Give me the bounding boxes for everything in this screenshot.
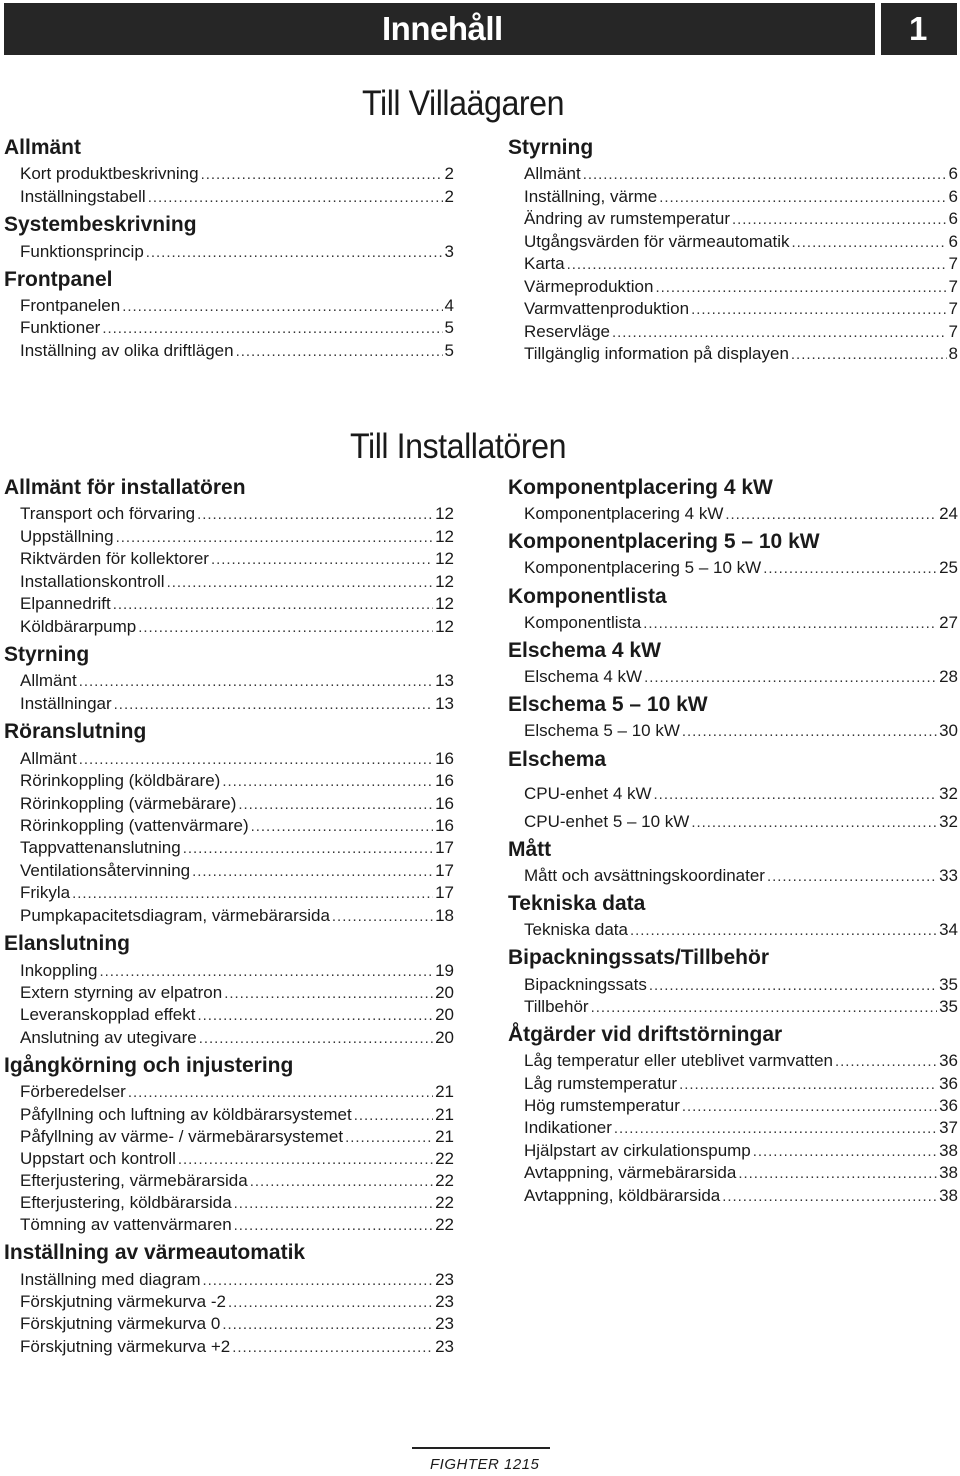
toc-entry-page: 12 <box>435 549 454 568</box>
toc-entry[interactable] <box>524 186 958 209</box>
toc-entry[interactable] <box>20 860 454 883</box>
dot-leader <box>725 504 937 526</box>
toc-entry-label: Elschema 5 – 10 kW <box>524 721 680 740</box>
dot-leader <box>583 164 947 186</box>
toc-entry-page: 12 <box>435 617 454 636</box>
toc-entry[interactable] <box>524 720 958 743</box>
toc-entry-page: 3 <box>444 242 454 261</box>
toc-entry-page: 18 <box>435 906 454 925</box>
toc-entry[interactable] <box>20 317 454 340</box>
toc-entry-label: Komponentplacering 4 kW <box>524 504 724 523</box>
dot-leader <box>691 299 946 321</box>
toc-entry-label: Tillgänglig information på displayen <box>524 344 789 363</box>
toc-entry[interactable] <box>524 321 958 344</box>
dot-leader <box>250 1171 433 1193</box>
dot-leader <box>192 861 433 883</box>
toc-entry-page: 5 <box>444 341 454 360</box>
dot-leader <box>691 812 937 834</box>
toc-entry-label: Efterjustering, värmebärarsida <box>20 1171 248 1190</box>
toc-entry-label: Avtappning, köldbärarsida <box>524 1186 721 1205</box>
toc-entry-page: 21 <box>435 1127 454 1146</box>
toc-entry[interactable] <box>20 295 454 318</box>
toc-entry[interactable] <box>524 276 958 299</box>
toc-heading: Elschema <box>508 748 607 771</box>
toc-entry[interactable] <box>20 1027 454 1050</box>
toc-heading: Allmänt <box>4 136 82 159</box>
toc-entry-page: 6 <box>948 164 958 183</box>
toc-entry-label: Avtappning, värmebärarsida <box>524 1163 737 1182</box>
toc-entry[interactable] <box>20 793 454 816</box>
toc-entry[interactable] <box>20 1269 454 1292</box>
toc-heading: Elschema 4 kW <box>508 639 661 662</box>
toc-entry[interactable] <box>524 1140 958 1163</box>
toc-entry-page: 12 <box>435 527 454 546</box>
toc-entry[interactable] <box>524 557 958 580</box>
toc-heading: Komponentlista <box>508 585 667 608</box>
dot-leader <box>146 242 443 264</box>
dot-leader <box>614 1118 937 1140</box>
toc-heading: Styrning <box>4 643 90 666</box>
toc-heading: Systembeskrivning <box>4 213 197 236</box>
dot-leader <box>354 1105 433 1127</box>
toc-entry-page: 38 <box>939 1163 958 1182</box>
dot-leader <box>682 721 937 743</box>
header-page-number-box <box>881 3 957 55</box>
toc-entry[interactable] <box>524 666 958 689</box>
dot-leader <box>630 920 937 942</box>
toc-entry[interactable] <box>20 1126 454 1149</box>
toc-entry-label: Utgångsvärden för värmeautomatik <box>524 232 790 251</box>
toc-entry[interactable] <box>524 919 958 942</box>
toc-entry-page: 32 <box>939 812 958 831</box>
toc-entry[interactable] <box>524 1117 958 1140</box>
toc-entry[interactable] <box>524 996 958 1019</box>
toc-entry-label: Frikyla <box>20 883 71 902</box>
toc-entry[interactable] <box>20 882 454 905</box>
toc-heading: Bipackningssats/Tillbehör <box>508 946 770 969</box>
toc-entry-page: 23 <box>435 1314 454 1333</box>
toc-entry[interactable] <box>20 1313 454 1336</box>
toc-entry-label: Värmeproduktion <box>524 277 654 296</box>
toc-entry-label: Funktioner <box>20 318 101 337</box>
dot-leader <box>197 1005 433 1027</box>
toc-entry-label: Ventilationsåtervinning <box>20 861 191 880</box>
toc-entry[interactable] <box>524 163 958 186</box>
toc-entry-label: Rörinkoppling (köldbärare) <box>20 771 221 790</box>
toc-entry-label: Inkoppling <box>20 961 98 980</box>
toc-entry-page: 13 <box>435 671 454 690</box>
toc-entry[interactable] <box>524 612 958 635</box>
dot-leader <box>234 1215 433 1237</box>
toc-entry-label: Pumpkapacitetsdiagram, värmebärarsida <box>20 906 330 925</box>
toc-heading: Röranslutning <box>4 720 147 743</box>
toc-entry-page: 22 <box>435 1171 454 1190</box>
toc-entry[interactable] <box>20 770 454 793</box>
toc-heading: Åtgärder vid driftstörningar <box>508 1023 783 1046</box>
toc-entry[interactable] <box>524 1095 958 1118</box>
dot-leader <box>222 1314 433 1336</box>
toc-entry-label: Inställning med diagram <box>20 1270 201 1289</box>
toc-entry-label: Komponentlista <box>524 613 642 632</box>
toc-entry[interactable] <box>20 1214 454 1237</box>
toc-entry-label: Extern styrning av elpatron <box>20 983 223 1002</box>
toc-entry-page: 7 <box>948 277 958 296</box>
toc-entry-label: Tömning av vattenvärmaren <box>20 1215 232 1234</box>
toc-entry[interactable] <box>524 503 958 526</box>
toc-entry[interactable] <box>20 526 454 549</box>
dot-leader <box>679 1074 937 1096</box>
page-title: Innehåll <box>382 10 503 47</box>
toc-entry-label: Tillbehör <box>524 997 589 1016</box>
dot-leader <box>345 1127 433 1149</box>
footer-model-tag <box>412 1447 550 1476</box>
toc-entry[interactable] <box>524 783 958 806</box>
toc-entry-label: Ändring av rumstemperatur <box>524 209 730 228</box>
toc-entry-label: Frontpanelen <box>20 296 121 315</box>
toc-entry-page: 35 <box>939 997 958 1016</box>
dot-leader <box>199 1028 433 1050</box>
toc-entry-page: 36 <box>939 1096 958 1115</box>
toc-entry[interactable] <box>20 186 454 209</box>
toc-entry[interactable] <box>524 1050 958 1073</box>
toc-entry[interactable] <box>20 616 454 639</box>
dot-leader <box>211 549 433 571</box>
toc-entry-page: 35 <box>939 975 958 994</box>
toc-entry-page: 8 <box>948 344 958 363</box>
toc-entry-label: Allmänt <box>524 164 581 183</box>
toc-entry-label: Allmänt <box>20 749 77 768</box>
toc-entry-label: Hjälpstart av cirkulationspump <box>524 1141 751 1160</box>
toc-entry-page: 20 <box>435 1028 454 1047</box>
dot-leader <box>79 749 433 771</box>
toc-heading: Elanslutning <box>4 932 130 955</box>
toc-entry[interactable] <box>524 1162 958 1185</box>
toc-entry[interactable] <box>524 231 958 254</box>
toc-entry-page: 12 <box>435 504 454 523</box>
toc-entry-page: 23 <box>435 1292 454 1311</box>
toc-heading: Igångkörning och injustering <box>4 1054 294 1077</box>
toc-entry-page: 36 <box>939 1074 958 1093</box>
toc-entry[interactable] <box>20 905 454 928</box>
dot-leader <box>238 794 433 816</box>
toc-heading: Inställning av värmeautomatik <box>4 1241 306 1264</box>
toc-entry-page: 21 <box>435 1082 454 1101</box>
toc-entry-label: Kort produktbeskrivning <box>20 164 199 183</box>
toc-entry[interactable] <box>20 1291 454 1314</box>
toc-entry-label: Rörinkoppling (värmebärare) <box>20 794 237 813</box>
toc-entry[interactable] <box>524 865 958 888</box>
dot-leader <box>167 572 434 594</box>
toc-entry-label: CPU-enhet 5 – 10 kW <box>524 812 690 831</box>
toc-entry-page: 12 <box>435 572 454 591</box>
toc-entry-label: Förberedelser <box>20 1082 126 1101</box>
toc-entry-label: Inställningar <box>20 694 112 713</box>
toc-entry-label: Installationskontroll <box>20 572 165 591</box>
toc-entry-page: 27 <box>939 613 958 632</box>
toc-entry-page: 37 <box>939 1118 958 1137</box>
dot-leader <box>332 906 433 928</box>
toc-entry-label: Låg rumstemperatur <box>524 1074 678 1093</box>
toc-entry-label: Inställningstabell <box>20 187 146 206</box>
toc-entry[interactable] <box>20 1004 454 1027</box>
toc-entry[interactable] <box>20 340 454 363</box>
section-title-installer: Till Installatören <box>350 427 567 466</box>
toc-entry[interactable] <box>20 503 454 526</box>
dot-leader <box>232 1337 433 1359</box>
toc-entry[interactable] <box>524 253 958 276</box>
toc-entry-label: Anslutning av utegivare <box>20 1028 197 1047</box>
toc-entry-label: Leveranskopplad effekt <box>20 1005 196 1024</box>
toc-entry[interactable] <box>20 241 454 264</box>
toc-entry[interactable] <box>20 1081 454 1104</box>
toc-entry-label: Elschema 4 kW <box>524 667 643 686</box>
toc-heading: Mått <box>508 838 552 861</box>
dot-leader <box>113 594 433 616</box>
toc-entry-label: Efterjustering, köldbärarsida <box>20 1193 232 1212</box>
dot-leader <box>644 667 937 689</box>
dot-leader <box>682 1096 937 1118</box>
toc-entry-page: 17 <box>435 883 454 902</box>
dot-leader <box>612 322 947 344</box>
toc-entry[interactable] <box>20 837 454 860</box>
header-title-bar <box>4 3 875 55</box>
dot-leader <box>102 318 442 340</box>
toc-entry-page: 36 <box>939 1051 958 1070</box>
toc-entry-label: Rörinkoppling (vattenvärmare) <box>20 816 249 835</box>
dot-leader <box>202 1270 433 1292</box>
dot-leader <box>201 164 443 186</box>
toc-entry[interactable] <box>20 1170 454 1193</box>
toc-entry-label: Funktionsprincip <box>20 242 144 261</box>
toc-entry-label: Komponentplacering 5 – 10 kW <box>524 558 762 577</box>
toc-heading: Elschema 5 – 10 kW <box>508 693 708 716</box>
toc-entry-page: 6 <box>948 209 958 228</box>
dot-leader <box>835 1051 937 1073</box>
dot-leader <box>659 187 946 209</box>
toc-entry-page: 7 <box>948 299 958 318</box>
dot-leader <box>791 344 947 366</box>
toc-entry-page: 34 <box>939 920 958 939</box>
toc-entry-page: 6 <box>948 232 958 251</box>
dot-leader <box>72 883 433 905</box>
toc-entry-label: Hög rumstemperatur <box>524 1096 680 1115</box>
toc-entry-page: 16 <box>435 771 454 790</box>
toc-entry[interactable] <box>20 815 454 838</box>
dot-leader <box>116 527 434 549</box>
toc-entry-page: 22 <box>435 1149 454 1168</box>
toc-entry-page: 4 <box>444 296 454 315</box>
toc-entry-label: Förskjutning värmekurva -2 <box>20 1292 226 1311</box>
toc-entry-page: 33 <box>939 866 958 885</box>
toc-entry[interactable] <box>524 811 958 834</box>
toc-entry[interactable] <box>20 1148 454 1171</box>
toc-entry-page: 5 <box>444 318 454 337</box>
toc-entry-page: 28 <box>939 667 958 686</box>
footer-model: FIGHTER 1215 <box>430 1456 540 1473</box>
toc-entry-label: Förskjutning värmekurva +2 <box>20 1337 231 1356</box>
dot-leader <box>654 784 938 806</box>
toc-entry-page: 24 <box>939 504 958 523</box>
toc-entry-page: 21 <box>435 1105 454 1124</box>
dot-leader <box>792 232 947 254</box>
toc-entry-label: Riktvärden för kollektorer <box>20 549 209 568</box>
toc-entry-page: 7 <box>948 254 958 273</box>
toc-entry-page: 23 <box>435 1270 454 1289</box>
toc-entry-page: 20 <box>435 983 454 1002</box>
toc-entry-page: 38 <box>939 1186 958 1205</box>
toc-entry-page: 12 <box>435 594 454 613</box>
toc-entry-label: Allmänt <box>20 671 77 690</box>
toc-entry[interactable] <box>20 693 454 716</box>
dot-leader <box>591 997 938 1019</box>
toc-entry[interactable] <box>20 593 454 616</box>
dot-leader <box>183 838 433 860</box>
toc-entry-page: 16 <box>435 749 454 768</box>
toc-entry-page: 6 <box>948 187 958 206</box>
toc-entry[interactable] <box>20 163 454 186</box>
toc-entry-label: Transport och förvaring <box>20 504 196 523</box>
section-title-villa: Till Villaägaren <box>362 84 565 123</box>
toc-heading: Allmänt för installatören <box>4 476 246 499</box>
dot-leader <box>222 771 433 793</box>
toc-entry-page: 2 <box>444 164 454 183</box>
dot-leader <box>128 1082 433 1104</box>
toc-entry-label: Påfyllning och luftning av köldbärarsystemet <box>20 1105 352 1124</box>
toc-entry-label: Mått och avsättningskoordinater <box>524 866 765 885</box>
toc-entry-label: Tekniska data <box>524 920 628 939</box>
toc-entry[interactable] <box>20 548 454 571</box>
toc-entry[interactable] <box>524 974 958 997</box>
toc-entry-page: 38 <box>939 1141 958 1160</box>
toc-entry[interactable] <box>20 571 454 594</box>
toc-entry-page: 16 <box>435 794 454 813</box>
toc-entry-page: 32 <box>939 784 958 803</box>
toc-entry-page: 23 <box>435 1337 454 1356</box>
dot-leader <box>122 296 442 318</box>
toc-entry-label: Köldbärarpump <box>20 617 137 636</box>
toc-entry[interactable] <box>20 1192 454 1215</box>
toc-heading: Frontpanel <box>4 268 113 291</box>
toc-entry-page: 22 <box>435 1193 454 1212</box>
dot-leader <box>234 1193 433 1215</box>
dot-leader <box>753 1141 937 1163</box>
dot-leader <box>236 341 443 363</box>
dot-leader <box>148 187 443 209</box>
toc-entry[interactable] <box>524 1073 958 1096</box>
toc-entry-label: Bipackningssats <box>524 975 647 994</box>
toc-entry-page: 17 <box>435 861 454 880</box>
toc-heading: Tekniska data <box>508 892 646 915</box>
toc-entry-label: Inställning av olika driftlägen <box>20 341 234 360</box>
toc-entry-label: Uppställning <box>20 527 114 546</box>
toc-entry-label: CPU-enhet 4 kW <box>524 784 652 803</box>
toc-entry-page: 20 <box>435 1005 454 1024</box>
toc-entry-page: 17 <box>435 838 454 857</box>
dot-leader <box>100 961 434 983</box>
toc-entry[interactable] <box>20 670 454 693</box>
dot-leader <box>178 1149 433 1171</box>
toc-entry[interactable] <box>524 343 958 366</box>
toc-entry-label: Förskjutning värmekurva 0 <box>20 1314 221 1333</box>
toc-entry-page: 2 <box>444 187 454 206</box>
toc-entry-label: Tappvattenanslutning <box>20 838 181 857</box>
toc-heading: Komponentplacering 4 kW <box>508 476 773 499</box>
toc-entry-label: Elpannedrift <box>20 594 111 613</box>
toc-entry-page: 13 <box>435 694 454 713</box>
toc-entry[interactable] <box>20 960 454 983</box>
toc-heading: Styrning <box>508 136 594 159</box>
toc-entry-label: Inställning, värme <box>524 187 658 206</box>
toc-entry-label: Påfyllning av värme- / värmebärarsystemet <box>20 1127 344 1146</box>
dot-leader <box>197 504 433 526</box>
page-number: 1 <box>909 10 928 47</box>
toc-entry[interactable] <box>20 1336 454 1359</box>
toc-entry[interactable] <box>524 298 958 321</box>
dot-leader <box>767 866 937 888</box>
toc-entry-label: Karta <box>524 254 565 273</box>
dot-leader <box>251 816 433 838</box>
toc-heading: Komponentplacering 5 – 10 kW <box>508 530 820 553</box>
dot-leader <box>738 1163 937 1185</box>
dot-leader <box>114 694 433 716</box>
toc-entry-page: 25 <box>939 558 958 577</box>
dot-leader <box>655 277 946 299</box>
dot-leader <box>228 1292 433 1314</box>
toc-entry-label: Indikationer <box>524 1118 612 1137</box>
toc-entry[interactable] <box>524 208 958 231</box>
dot-leader <box>649 975 937 997</box>
toc-entry-page: 22 <box>435 1215 454 1234</box>
toc-entry-label: Låg temperatur eller uteblivet varmvatten <box>524 1051 833 1070</box>
toc-entry-label: Uppstart och kontroll <box>20 1149 176 1168</box>
dot-leader <box>732 209 947 231</box>
toc-entry-page: 30 <box>939 721 958 740</box>
dot-leader <box>643 613 937 635</box>
toc-entry[interactable] <box>20 982 454 1005</box>
dot-leader <box>763 558 937 580</box>
toc-entry-page: 16 <box>435 816 454 835</box>
toc-entry-label: Varmvattenproduktion <box>524 299 690 318</box>
dot-leader <box>567 254 947 276</box>
toc-entry[interactable] <box>524 1185 958 1208</box>
toc-entry-page: 7 <box>948 322 958 341</box>
toc-entry[interactable] <box>20 748 454 771</box>
toc-entry[interactable] <box>20 1104 454 1127</box>
dot-leader <box>722 1186 937 1208</box>
dot-leader <box>224 983 433 1005</box>
dot-leader <box>138 617 433 639</box>
toc-entry-page: 19 <box>435 961 454 980</box>
toc-entry-label: Reservläge <box>524 322 610 341</box>
dot-leader <box>79 671 433 693</box>
